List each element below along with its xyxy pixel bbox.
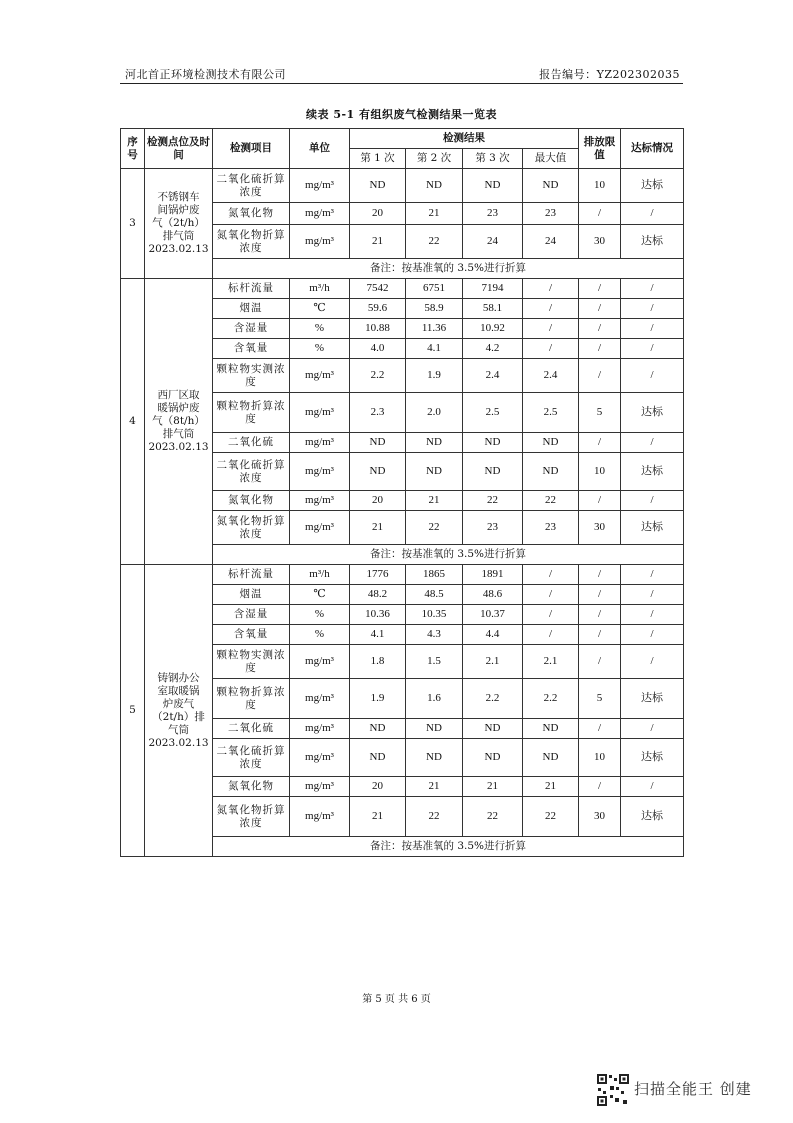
status-cell: / xyxy=(621,625,684,645)
item-cell: 颗粒物实测浓度 xyxy=(213,359,290,393)
r1-cell: 4.0 xyxy=(350,339,406,359)
r2-cell: ND xyxy=(406,433,463,453)
limit-cell: / xyxy=(579,319,621,339)
qr-code-icon xyxy=(596,1073,630,1107)
max-cell: / xyxy=(523,585,579,605)
r2-cell: 58.9 xyxy=(406,299,463,319)
item-cell: 含湿量 xyxy=(213,319,290,339)
status-cell: / xyxy=(621,565,684,585)
page-footer: 第 5 页 共 6 页 xyxy=(362,994,431,1005)
limit-cell: / xyxy=(579,359,621,393)
unit-cell: % xyxy=(290,605,350,625)
r2-cell: 1.6 xyxy=(406,679,463,719)
r1-cell: 20 xyxy=(350,491,406,511)
seq-cell: 4 xyxy=(121,279,145,565)
r1-cell: 7542 xyxy=(350,279,406,299)
max-cell: / xyxy=(523,299,579,319)
r3-cell: 2.2 xyxy=(463,679,523,719)
site-line: 西厂区取 xyxy=(157,389,200,401)
status-cell: / xyxy=(621,777,684,797)
limit-cell: / xyxy=(579,433,621,453)
status-cell: / xyxy=(621,299,684,319)
site-line: 排气筒 xyxy=(162,230,195,242)
limit-cell: 5 xyxy=(579,393,621,433)
r1-cell: 20 xyxy=(350,777,406,797)
limit-cell: / xyxy=(579,605,621,625)
unit-cell: mg/m³ xyxy=(290,511,350,545)
col-status-header: 达标情况 xyxy=(621,129,684,169)
r3-cell: 48.6 xyxy=(463,585,523,605)
limit-cell: / xyxy=(579,719,621,739)
col-limit-header: 排放限值 xyxy=(579,129,621,169)
r1-cell: 21 xyxy=(350,511,406,545)
limit-cell: / xyxy=(579,299,621,319)
item-cell: 烟温 xyxy=(213,299,290,319)
site-line: 气（8t/h） xyxy=(152,415,205,427)
r2-cell: 1865 xyxy=(406,565,463,585)
max-cell: 22 xyxy=(523,797,579,837)
col-r2-header: 第 2 次 xyxy=(406,149,463,169)
r3-cell: 22 xyxy=(463,491,523,511)
r1-cell: 4.1 xyxy=(350,625,406,645)
item-cell: 标杆流量 xyxy=(213,279,290,299)
note-cell: 备注：按基准氧的 3.5%进行折算 xyxy=(213,837,684,857)
r2-cell: 48.5 xyxy=(406,585,463,605)
r1-cell: ND xyxy=(350,433,406,453)
max-cell: ND xyxy=(523,433,579,453)
limit-cell: / xyxy=(579,645,621,679)
r2-cell: 22 xyxy=(406,225,463,259)
r1-cell: 2.2 xyxy=(350,359,406,393)
table-title: 续表 5-1 有组织废气检测结果一览表 xyxy=(305,108,498,121)
status-cell: / xyxy=(621,719,684,739)
item-cell: 氮氧化物 xyxy=(213,203,290,225)
page-header xyxy=(125,64,680,84)
r3-cell: ND xyxy=(463,169,523,203)
status-cell: 达标 xyxy=(621,739,684,777)
r1-cell: 21 xyxy=(350,797,406,837)
max-cell: / xyxy=(523,565,579,585)
item-cell: 氮氧化物折算浓度 xyxy=(213,797,290,837)
item-cell: 二氧化硫 xyxy=(213,719,290,739)
unit-cell: mg/m³ xyxy=(290,491,350,511)
status-cell: 达标 xyxy=(621,797,684,837)
r3-cell: 4.2 xyxy=(463,339,523,359)
limit-cell: 30 xyxy=(579,225,621,259)
col-item-header: 检测项目 xyxy=(213,129,290,169)
limit-cell: / xyxy=(579,565,621,585)
r3-cell: 2.5 xyxy=(463,393,523,433)
unit-cell: mg/m³ xyxy=(290,203,350,225)
site-line: 室取暖锅 xyxy=(157,684,200,697)
max-cell: / xyxy=(523,625,579,645)
unit-cell: mg/m³ xyxy=(290,797,350,837)
r3-cell: 23 xyxy=(463,203,523,225)
max-cell: 24 xyxy=(523,225,579,259)
r3-cell: 7194 xyxy=(463,279,523,299)
r3-cell: 4.4 xyxy=(463,625,523,645)
max-cell: ND xyxy=(523,719,579,739)
table-row xyxy=(121,279,684,299)
unit-cell: m³/h xyxy=(290,565,350,585)
note-cell: 备注：按基准氧的 3.5%进行折算 xyxy=(213,545,684,565)
max-cell: / xyxy=(523,339,579,359)
site-line: 2023.02.13 xyxy=(148,736,209,749)
table-row xyxy=(121,565,684,585)
r2-cell: 21 xyxy=(406,777,463,797)
item-cell: 二氧化硫折算浓度 xyxy=(213,739,290,777)
col-r3-header: 第 3 次 xyxy=(463,149,523,169)
r2-cell: 22 xyxy=(406,511,463,545)
item-cell: 标杆流量 xyxy=(213,565,290,585)
site-line: 2023.02.13 xyxy=(148,441,209,453)
r3-cell: ND xyxy=(463,719,523,739)
site-cell xyxy=(145,565,213,857)
limit-cell: 30 xyxy=(579,511,621,545)
max-cell: 21 xyxy=(523,777,579,797)
r3-cell: 23 xyxy=(463,511,523,545)
r1-cell: ND xyxy=(350,739,406,777)
r2-cell: 1.5 xyxy=(406,645,463,679)
max-cell: 23 xyxy=(523,203,579,225)
unit-cell: ℃ xyxy=(290,299,350,319)
unit-cell: mg/m³ xyxy=(290,453,350,491)
status-cell: / xyxy=(621,279,684,299)
unit-cell: mg/m³ xyxy=(290,777,350,797)
unit-cell: mg/m³ xyxy=(290,393,350,433)
r3-cell: 24 xyxy=(463,225,523,259)
r2-cell: 4.3 xyxy=(406,625,463,645)
unit-cell: % xyxy=(290,319,350,339)
table-row xyxy=(121,169,684,203)
status-cell: / xyxy=(621,203,684,225)
limit-cell: 10 xyxy=(579,739,621,777)
r2-cell: 21 xyxy=(406,203,463,225)
r3-cell: 10.37 xyxy=(463,605,523,625)
r3-cell: 2.4 xyxy=(463,359,523,393)
site-line: 铸钢办公 xyxy=(157,671,200,684)
unit-cell: mg/m³ xyxy=(290,739,350,777)
r1-cell: 59.6 xyxy=(350,299,406,319)
results-table-body xyxy=(121,129,684,857)
unit-cell: mg/m³ xyxy=(290,225,350,259)
unit-cell: % xyxy=(290,625,350,645)
max-cell: 2.1 xyxy=(523,645,579,679)
site-line: （2t/h）排 xyxy=(152,710,205,723)
report-number: 报告编号：YZ202302035 xyxy=(539,68,680,81)
r1-cell: 48.2 xyxy=(350,585,406,605)
max-cell: 2.4 xyxy=(523,359,579,393)
status-cell: 达标 xyxy=(621,393,684,433)
status-cell: / xyxy=(621,359,684,393)
status-cell: / xyxy=(621,339,684,359)
item-cell: 含氧量 xyxy=(213,625,290,645)
max-cell: ND xyxy=(523,739,579,777)
r1-cell: 1776 xyxy=(350,565,406,585)
r3-cell: 21 xyxy=(463,777,523,797)
status-cell: 达标 xyxy=(621,169,684,203)
r3-cell: 58.1 xyxy=(463,299,523,319)
unit-cell: % xyxy=(290,339,350,359)
item-cell: 氮氧化物折算浓度 xyxy=(213,225,290,259)
max-cell: ND xyxy=(523,453,579,491)
item-cell: 含氧量 xyxy=(213,339,290,359)
status-cell: 达标 xyxy=(621,679,684,719)
status-cell: / xyxy=(621,433,684,453)
item-cell: 烟温 xyxy=(213,585,290,605)
limit-cell: 10 xyxy=(579,169,621,203)
col-max-header: 最大值 xyxy=(523,149,579,169)
r1-cell: 1.8 xyxy=(350,645,406,679)
item-cell: 含湿量 xyxy=(213,605,290,625)
site-cell xyxy=(145,279,213,565)
limit-cell: 5 xyxy=(579,679,621,719)
r2-cell: 6751 xyxy=(406,279,463,299)
item-cell: 氮氧化物 xyxy=(213,491,290,511)
r2-cell: 22 xyxy=(406,797,463,837)
limit-cell: / xyxy=(579,279,621,299)
col-r1-header: 第 1 次 xyxy=(350,149,406,169)
r2-cell: 21 xyxy=(406,491,463,511)
item-cell: 二氧化硫折算浓度 xyxy=(213,169,290,203)
r3-cell: ND xyxy=(463,739,523,777)
r1-cell: 2.3 xyxy=(350,393,406,433)
r2-cell: ND xyxy=(406,453,463,491)
r3-cell: 1891 xyxy=(463,565,523,585)
limit-cell: / xyxy=(579,203,621,225)
item-cell: 二氧化硫 xyxy=(213,433,290,453)
header-divider xyxy=(120,83,683,84)
item-cell: 颗粒物折算浓度 xyxy=(213,679,290,719)
limit-cell: 10 xyxy=(579,453,621,491)
r2-cell: 4.1 xyxy=(406,339,463,359)
unit-cell: mg/m³ xyxy=(290,433,350,453)
max-cell: 23 xyxy=(523,511,579,545)
r1-cell: 10.88 xyxy=(350,319,406,339)
r1-cell: ND xyxy=(350,453,406,491)
unit-cell: m³/h xyxy=(290,279,350,299)
max-cell: / xyxy=(523,319,579,339)
site-line: 暖锅炉废 xyxy=(157,402,200,414)
r3-cell: 22 xyxy=(463,797,523,837)
limit-cell: / xyxy=(579,339,621,359)
company-name: 河北首正环境检测技术有限公司 xyxy=(125,68,286,81)
item-cell: 颗粒物实测浓度 xyxy=(213,645,290,679)
col-result-header: 检测结果 xyxy=(350,129,579,149)
unit-cell: mg/m³ xyxy=(290,645,350,679)
limit-cell: / xyxy=(579,491,621,511)
r2-cell: ND xyxy=(406,739,463,777)
note-cell: 备注：按基准氧的 3.5%进行折算 xyxy=(213,259,684,279)
r3-cell: ND xyxy=(463,453,523,491)
site-cell xyxy=(145,169,213,279)
status-cell: / xyxy=(621,491,684,511)
item-cell: 氮氧化物 xyxy=(213,777,290,797)
r1-cell: 1.9 xyxy=(350,679,406,719)
site-line: 不锈钢车 xyxy=(157,191,200,203)
item-cell: 二氧化硫折算浓度 xyxy=(213,453,290,491)
col-site-header: 检测点位及时间 xyxy=(145,129,213,169)
unit-cell: mg/m³ xyxy=(290,679,350,719)
limit-cell: / xyxy=(579,777,621,797)
status-cell: / xyxy=(621,645,684,679)
limit-cell: / xyxy=(579,625,621,645)
status-cell: / xyxy=(621,605,684,625)
r2-cell: ND xyxy=(406,719,463,739)
site-line: 排气筒 xyxy=(162,428,195,440)
scanner-watermark: 扫描全能王 创建 xyxy=(634,1080,752,1098)
header-row xyxy=(121,129,684,149)
r3-cell: ND xyxy=(463,433,523,453)
seq-cell: 5 xyxy=(121,565,145,857)
status-cell: 达标 xyxy=(621,225,684,259)
unit-cell: mg/m³ xyxy=(290,359,350,393)
status-cell: 达标 xyxy=(621,453,684,491)
r1-cell: ND xyxy=(350,719,406,739)
max-cell: 22 xyxy=(523,491,579,511)
r3-cell: 10.92 xyxy=(463,319,523,339)
max-cell: / xyxy=(523,605,579,625)
limit-cell: 30 xyxy=(579,797,621,837)
status-cell: 达标 xyxy=(621,511,684,545)
r2-cell: 10.35 xyxy=(406,605,463,625)
unit-cell: mg/m³ xyxy=(290,169,350,203)
max-cell: ND xyxy=(523,169,579,203)
r2-cell: 11.36 xyxy=(406,319,463,339)
col-seq-header: 序号 xyxy=(121,129,145,169)
r1-cell: 21 xyxy=(350,225,406,259)
site-line: 气（2t/h） xyxy=(152,217,205,229)
site-line: 2023.02.13 xyxy=(148,243,209,255)
status-cell: / xyxy=(621,585,684,605)
r1-cell: 10.36 xyxy=(350,605,406,625)
col-unit-header: 单位 xyxy=(290,129,350,169)
limit-cell: / xyxy=(579,585,621,605)
status-cell: / xyxy=(621,319,684,339)
seq-cell: 3 xyxy=(121,169,145,279)
unit-cell: mg/m³ xyxy=(290,719,350,739)
unit-cell: ℃ xyxy=(290,585,350,605)
results-table xyxy=(120,128,684,857)
site-line: 间锅炉废 xyxy=(157,204,200,216)
item-cell: 氮氧化物折算浓度 xyxy=(213,511,290,545)
r2-cell: 2.0 xyxy=(406,393,463,433)
site-line: 炉废气 xyxy=(162,697,195,710)
r2-cell: ND xyxy=(406,169,463,203)
item-cell: 颗粒物折算浓度 xyxy=(213,393,290,433)
r3-cell: 2.1 xyxy=(463,645,523,679)
max-cell: / xyxy=(523,279,579,299)
max-cell: 2.2 xyxy=(523,679,579,719)
site-line: 气筒 xyxy=(168,723,189,736)
r1-cell: ND xyxy=(350,169,406,203)
r2-cell: 1.9 xyxy=(406,359,463,393)
r1-cell: 20 xyxy=(350,203,406,225)
max-cell: 2.5 xyxy=(523,393,579,433)
